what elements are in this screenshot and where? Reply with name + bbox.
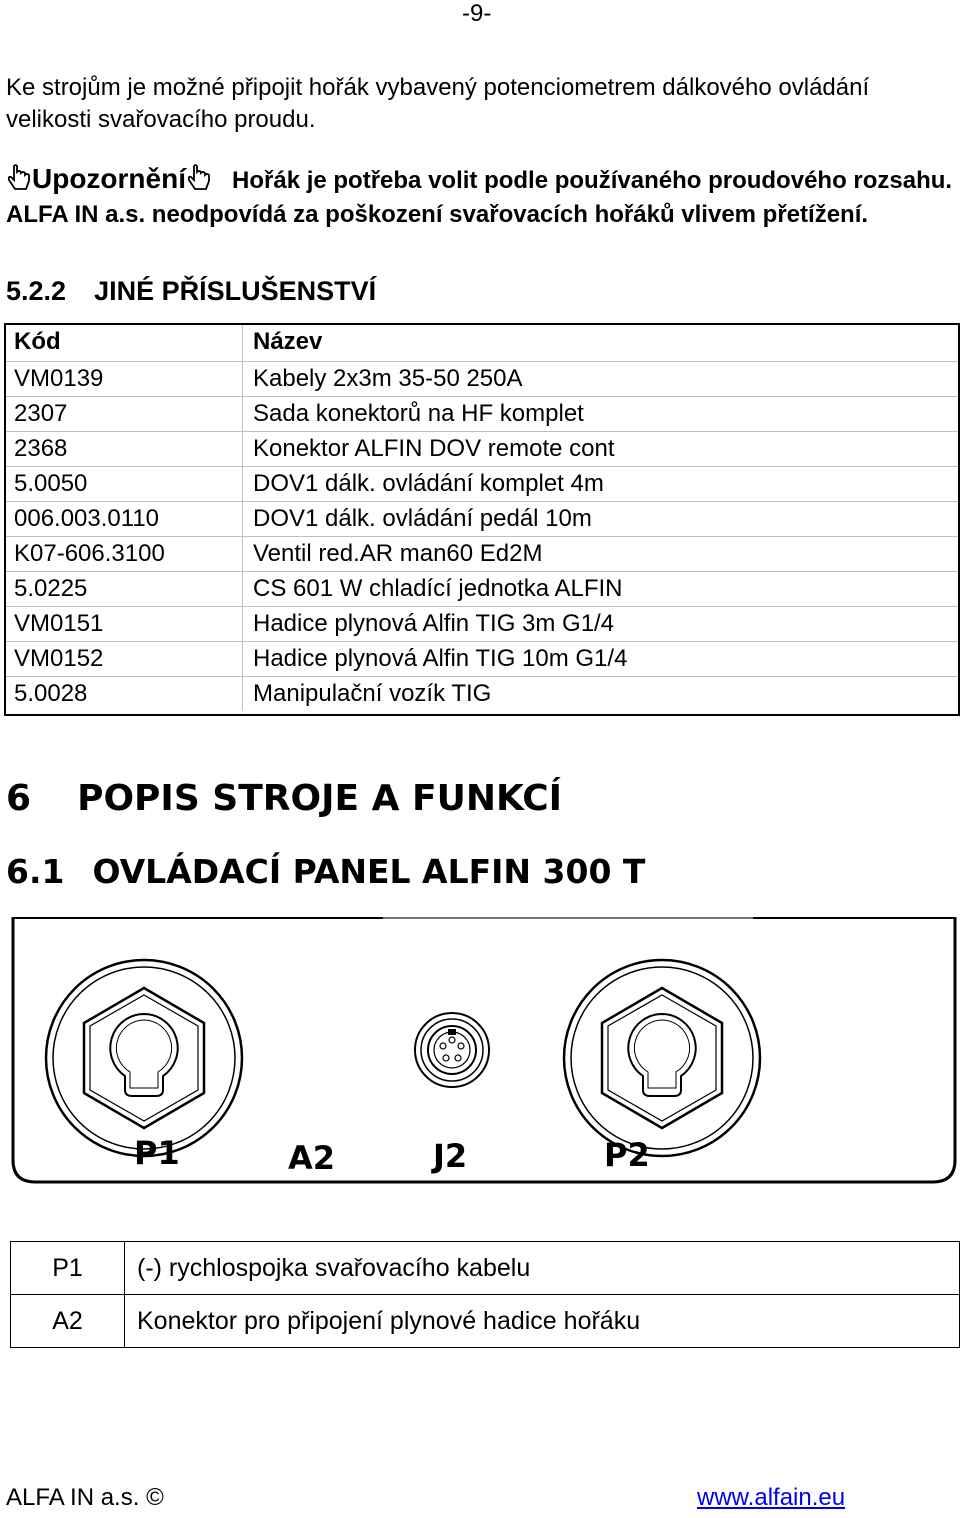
cell-code: VM0139	[4, 362, 243, 397]
cell-name: CS 601 W chladící jednotka ALFIN	[243, 572, 960, 607]
footer-website-link[interactable]: www.alfain.eu	[697, 1484, 846, 1511]
table-row	[4, 607, 959, 642]
table-row	[11, 1295, 960, 1348]
warning-label: Upozornění	[32, 163, 186, 194]
cell-code: K07-606.3100	[4, 537, 243, 572]
panel-label-j2: J2	[433, 1137, 468, 1175]
table-row	[4, 362, 959, 397]
cell-code: 5.0225	[4, 572, 243, 607]
footer-company: ALFA IN a.s. ©	[6, 1484, 164, 1511]
page-number: -9-	[462, 0, 492, 27]
socket-p1	[46, 960, 242, 1156]
panel-label-p1: P1	[134, 1134, 180, 1172]
table-row	[11, 1242, 960, 1295]
table-header-row	[4, 323, 959, 362]
warning-note	[6, 162, 954, 232]
panel-label-a2: A2	[288, 1139, 336, 1177]
table-row	[4, 502, 959, 537]
legend-key: P1	[11, 1242, 125, 1295]
pointing-hand-icon	[6, 164, 32, 192]
cell-name: DOV1 dálk. ovládání komplet 4m	[243, 467, 960, 502]
legend-description: (-) rychlospojka svařovacího kabelu	[125, 1242, 960, 1295]
column-header-code: Kód	[4, 323, 243, 362]
cell-code: 2307	[4, 397, 243, 432]
socket-p2	[564, 960, 760, 1156]
cell-name: Hadice plynová Alfin TIG 3m G1/4	[243, 607, 960, 642]
socket-j2	[415, 1013, 489, 1087]
table-row	[4, 397, 959, 432]
table-row	[4, 537, 959, 572]
pointing-hand-icon	[186, 164, 212, 192]
cell-name: Manipulační vozík TIG	[243, 677, 960, 712]
cell-name: DOV1 dálk. ovládání pedál 10m	[243, 502, 960, 537]
cell-code: 006.003.0110	[4, 502, 243, 537]
cell-name: Konektor ALFIN DOV remote cont	[243, 432, 960, 467]
cell-code: 5.0050	[4, 467, 243, 502]
accessories-table	[4, 323, 959, 711]
panel-label-p2: P2	[604, 1136, 650, 1174]
legend-key: A2	[11, 1295, 125, 1348]
panel-legend-table	[10, 1241, 960, 1348]
table-row	[4, 677, 959, 712]
cell-name: Ventil red.AR man60 Ed2M	[243, 537, 960, 572]
section-heading-61: 6.1 OVLÁDACÍ PANEL ALFIN 300 T	[6, 852, 646, 891]
cell-code: VM0152	[4, 642, 243, 677]
cell-code: VM0151	[4, 607, 243, 642]
table-row	[4, 642, 959, 677]
cell-name: Sada konektorů na HF komplet	[243, 397, 960, 432]
section-heading-522: 5.2.2 JINÉ PŘÍSLUŠENSTVÍ	[6, 276, 377, 306]
cell-code: 5.0028	[4, 677, 243, 712]
cell-code: 2368	[4, 432, 243, 467]
cell-name: Kabely 2x3m 35-50 250A	[243, 362, 960, 397]
column-header-name: Název	[253, 328, 323, 355]
table-row	[4, 467, 959, 502]
cell-name: Hadice plynová Alfin TIG 10m G1/4	[243, 642, 960, 677]
table-row	[4, 572, 959, 607]
warning-text: Hořák je potřeba volit podle používaného proudového rozsahu. ALFA IN a.s. neodpovídá za poškození svařovacích hořáků vlivem přetížení.	[6, 167, 953, 228]
intro-paragraph: Ke strojům je možné připojit hořák vybavený potenciometrem dálkového ovládání velikosti svařovacího proudu.	[6, 74, 870, 133]
control-panel-figure	[8, 912, 960, 1192]
legend-description: Konektor pro připojení plynové hadice hořáku	[125, 1295, 960, 1348]
section-heading-6: 6 POPIS STROJE A FUNKCÍ	[6, 778, 563, 819]
table-row	[4, 432, 959, 467]
